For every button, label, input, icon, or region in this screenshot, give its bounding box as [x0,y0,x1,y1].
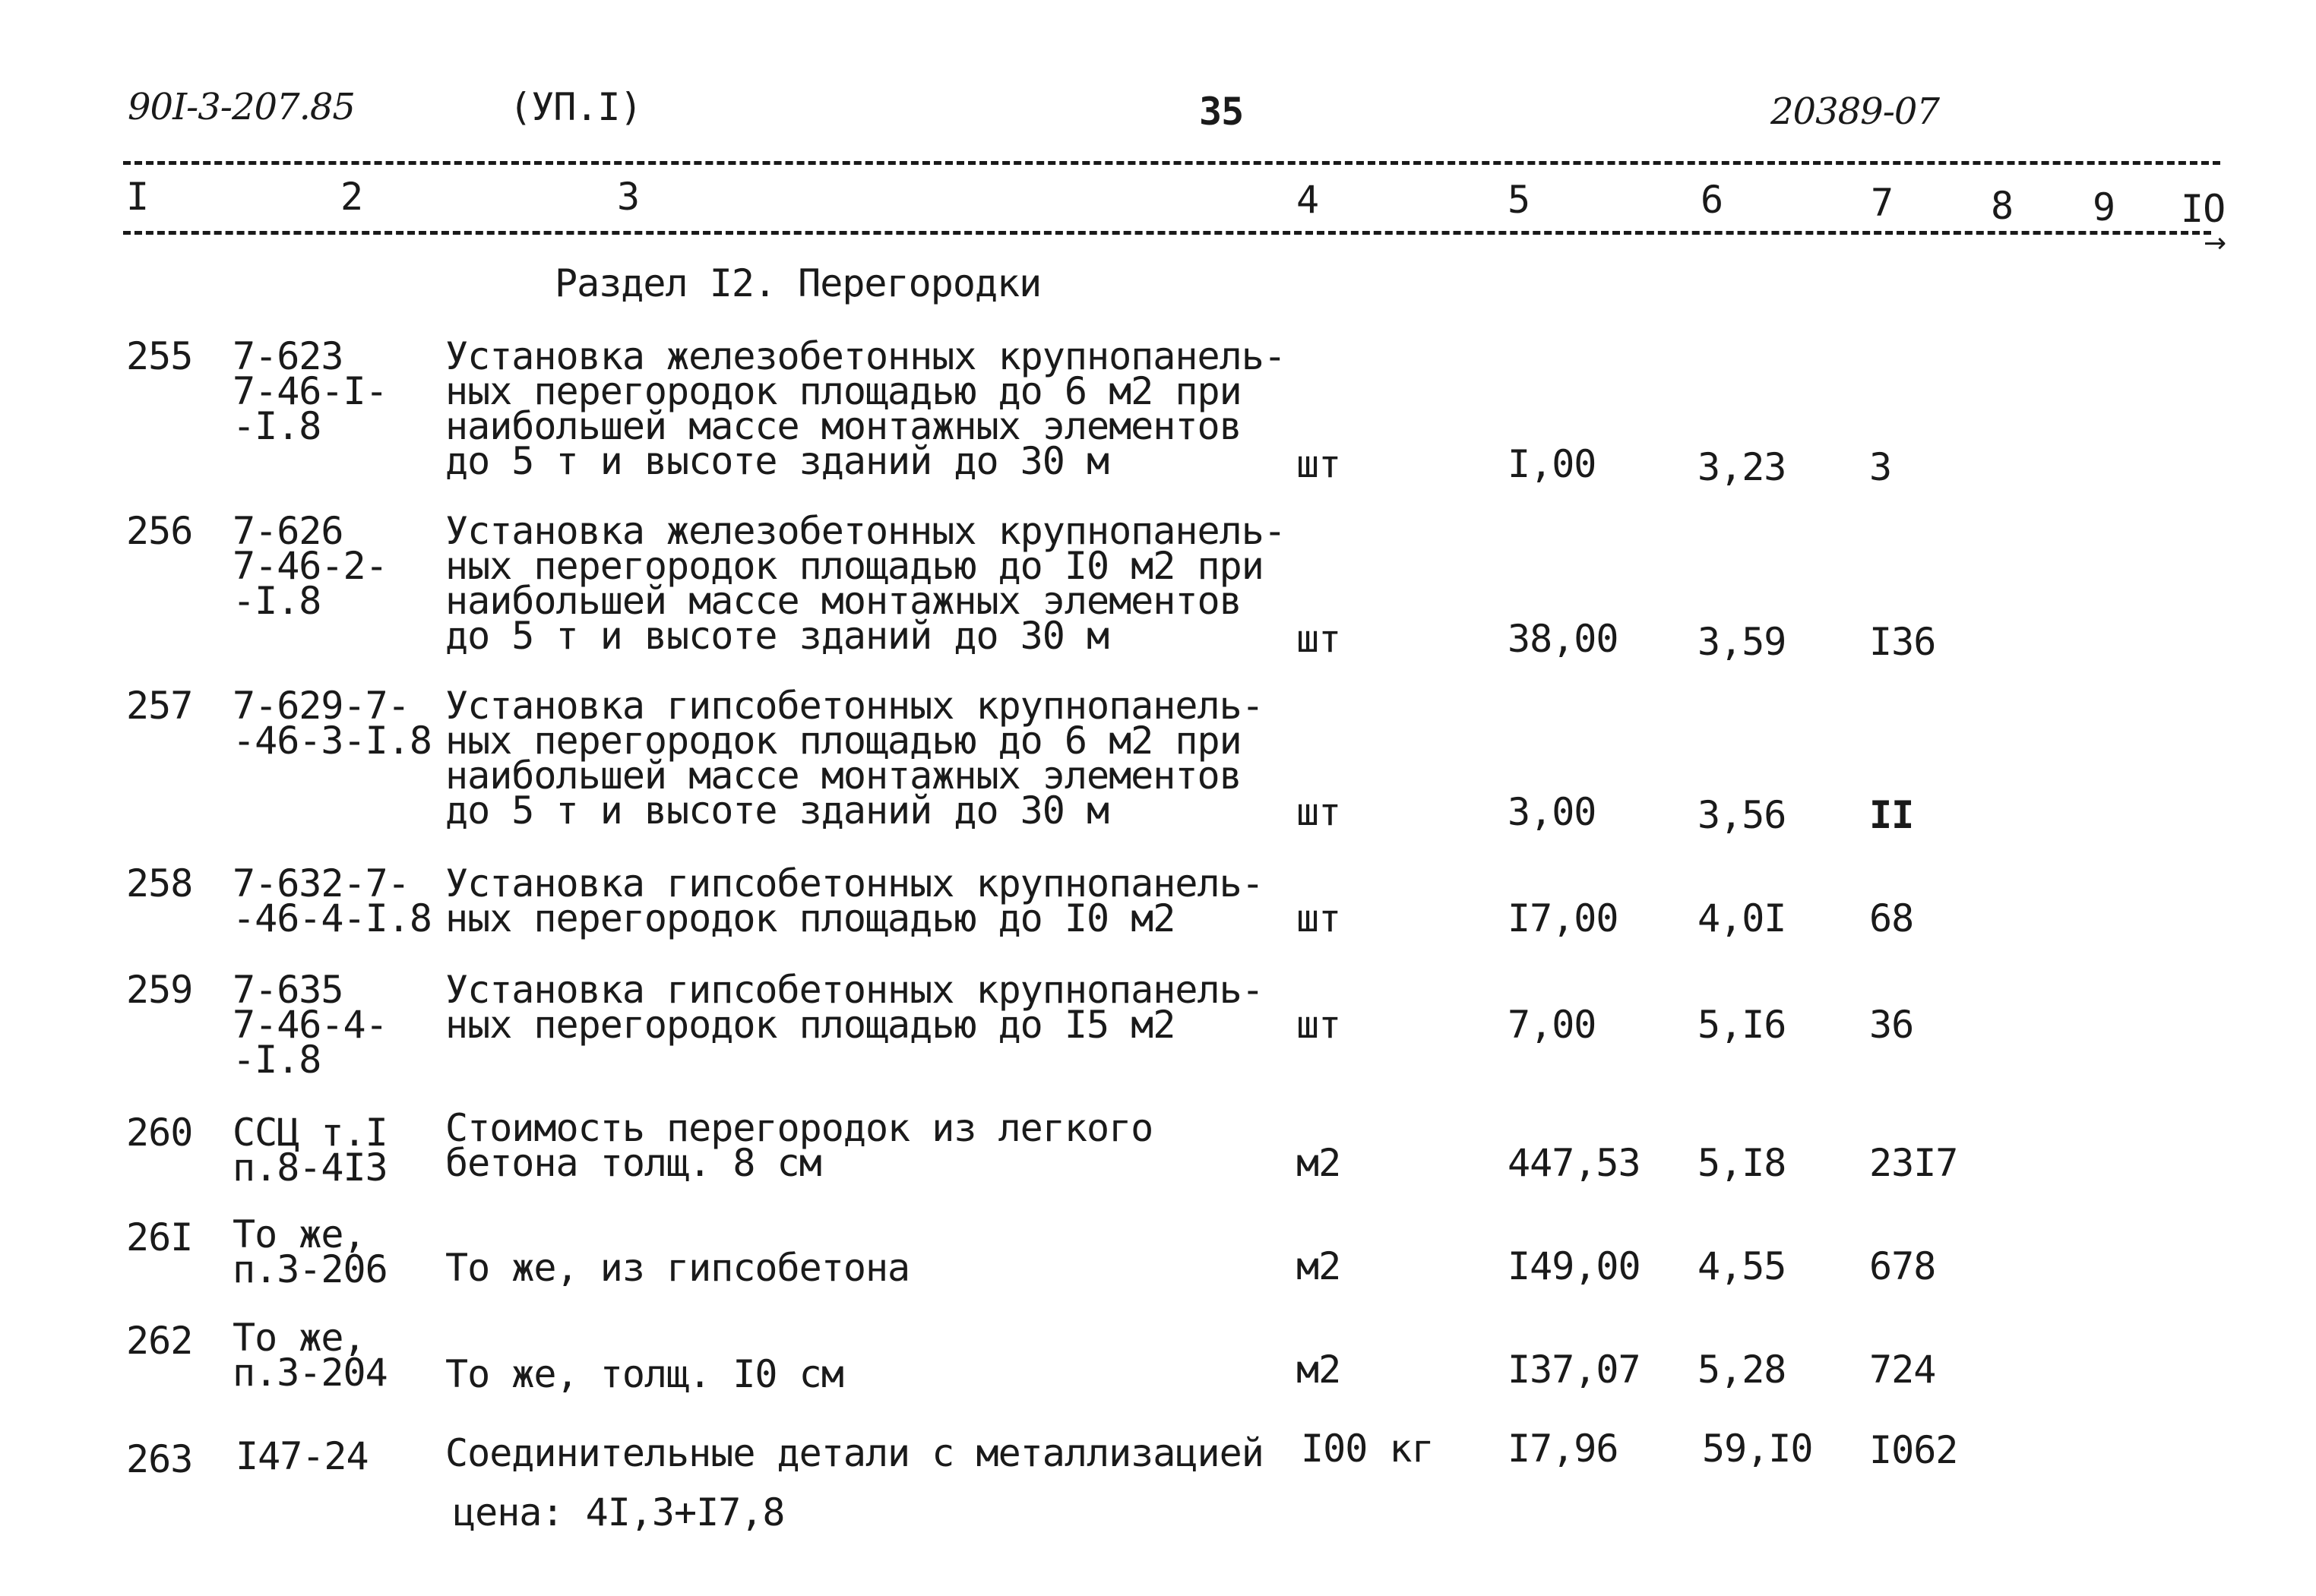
row-total: 23I7 [1869,1141,1958,1185]
doc-code: 90I-3-207.85 [128,86,355,128]
col-header-2: 2 [340,175,363,219]
row-price: 3,23 [1697,445,1786,489]
price-note: цена: 4I,3+I7,8 [453,1490,785,1534]
row-price: 59,I0 [1702,1427,1813,1471]
row-description: Установка железобетонных крупнопанель- ных перегородок площадью до 6 м2 при наибольшей массе монтажных элементов до 5 т и высоте зданий до 30 м [445,334,1286,483]
row-quantity: I,00 [1508,442,1596,486]
page-number: 35 [1199,90,1244,134]
row-price: 5,I8 [1697,1141,1786,1185]
row-code: 7-635 7-46-4- -I.8 [233,968,388,1082]
row-total: II [1869,793,1914,837]
section-title: Раздел I2. Перегородки [555,261,1042,305]
row-code: 7-629-7- -46-3-I.8 [233,684,432,763]
row-unit: м2 [1296,1348,1341,1392]
row-unit: м2 [1296,1244,1341,1288]
row-unit: м2 [1296,1141,1341,1185]
row-quantity: 7,00 [1508,1003,1596,1047]
row-quantity: I7,00 [1508,896,1618,940]
row-number: 260 [126,1111,193,1155]
row-number: 262 [126,1319,193,1363]
row-unit: I00 кг [1301,1427,1434,1471]
row-description: Соединительные детали с металлизацией [445,1431,1264,1475]
row-quantity: 3,00 [1508,790,1596,834]
row-code: 7-623 7-46-I- -I.8 [233,334,388,448]
row-description: Установка железобетонных крупнопанель- ных перегородок площадью до I0 м2 при наибольшей массе монтажных элементов до 5 т и высоте зданий до 30 м [445,509,1286,658]
col-header-1: I [126,175,149,219]
row-total: I36 [1869,620,1936,664]
row-code: I47-24 [236,1434,369,1478]
row-description: То же, из гипсобетона [445,1246,910,1290]
row-price: 5,28 [1697,1348,1786,1392]
row-number: 263 [126,1437,193,1481]
row-code: 7-632-7- -46-4-I.8 [233,861,432,940]
row-unit: шт [1296,442,1341,486]
row-code: 7-626 7-46-2- -I.8 [233,509,388,623]
col-header-10: IO [2181,187,2226,231]
row-number: 26I [126,1215,193,1259]
row-quantity: I7,96 [1508,1427,1618,1471]
top-dashed-rule [123,161,2220,165]
row-total: 68 [1869,896,1914,940]
volume-label: (УП.I) [509,85,642,129]
row-description: Установка гипсобетонных крупнопанель- ных перегородок площадью до I0 м2 [445,861,1264,940]
row-unit: шт [1296,1003,1341,1047]
row-total: 3 [1869,445,1892,489]
row-code: ССЦ т.I п.8-4I3 [233,1111,388,1190]
row-description: Установка гипсобетонных крупнопанель- ных перегородок площадью до I5 м2 [445,968,1264,1047]
row-quantity: 38,00 [1508,617,1618,661]
row-quantity: I49,00 [1508,1244,1640,1288]
row-total: 724 [1869,1348,1936,1392]
row-quantity: I37,07 [1508,1348,1640,1392]
arrow-right-icon: → [2204,228,2227,259]
row-total: 678 [1869,1244,1936,1288]
row-number: 257 [126,684,193,728]
col-header-3: 3 [617,175,640,219]
col-header-4: 4 [1296,178,1319,222]
row-total: I062 [1869,1428,1958,1472]
row-code: То же, п.3-206 [233,1212,388,1291]
row-unit: шт [1296,790,1341,834]
row-price: 5,I6 [1697,1003,1786,1047]
row-total: 36 [1869,1003,1914,1047]
row-quantity: 447,53 [1508,1141,1640,1185]
row-number: 256 [126,509,193,553]
col-header-7: 7 [1871,181,1894,225]
row-description: То же, толщ. I0 см [445,1352,843,1396]
row-number: 259 [126,968,193,1012]
row-description: Установка гипсобетонных крупнопанель- ных перегородок площадью до 6 м2 при наибольшей массе монтажных элементов до 5 т и высоте зданий до 30 м [445,684,1264,833]
row-price: 4,0I [1697,896,1786,940]
header-dashed-rule [123,231,2211,235]
row-description: Стоимость перегородок из легкого бетона толщ. 8 см [445,1106,1153,1185]
archive-stamp: 20389-07 [1770,90,1939,133]
col-header-5: 5 [1508,178,1530,222]
row-unit: шт [1296,896,1341,940]
col-header-8: 8 [1991,184,2014,228]
row-price: 4,55 [1697,1244,1786,1288]
row-unit: шт [1296,617,1341,661]
col-header-9: 9 [2093,185,2115,229]
row-number: 258 [126,861,193,905]
row-price: 3,59 [1697,620,1786,664]
row-number: 255 [126,334,193,378]
col-header-6: 6 [1701,178,1723,222]
row-code: То же, п.3-204 [233,1316,388,1395]
row-price: 3,56 [1697,793,1786,837]
